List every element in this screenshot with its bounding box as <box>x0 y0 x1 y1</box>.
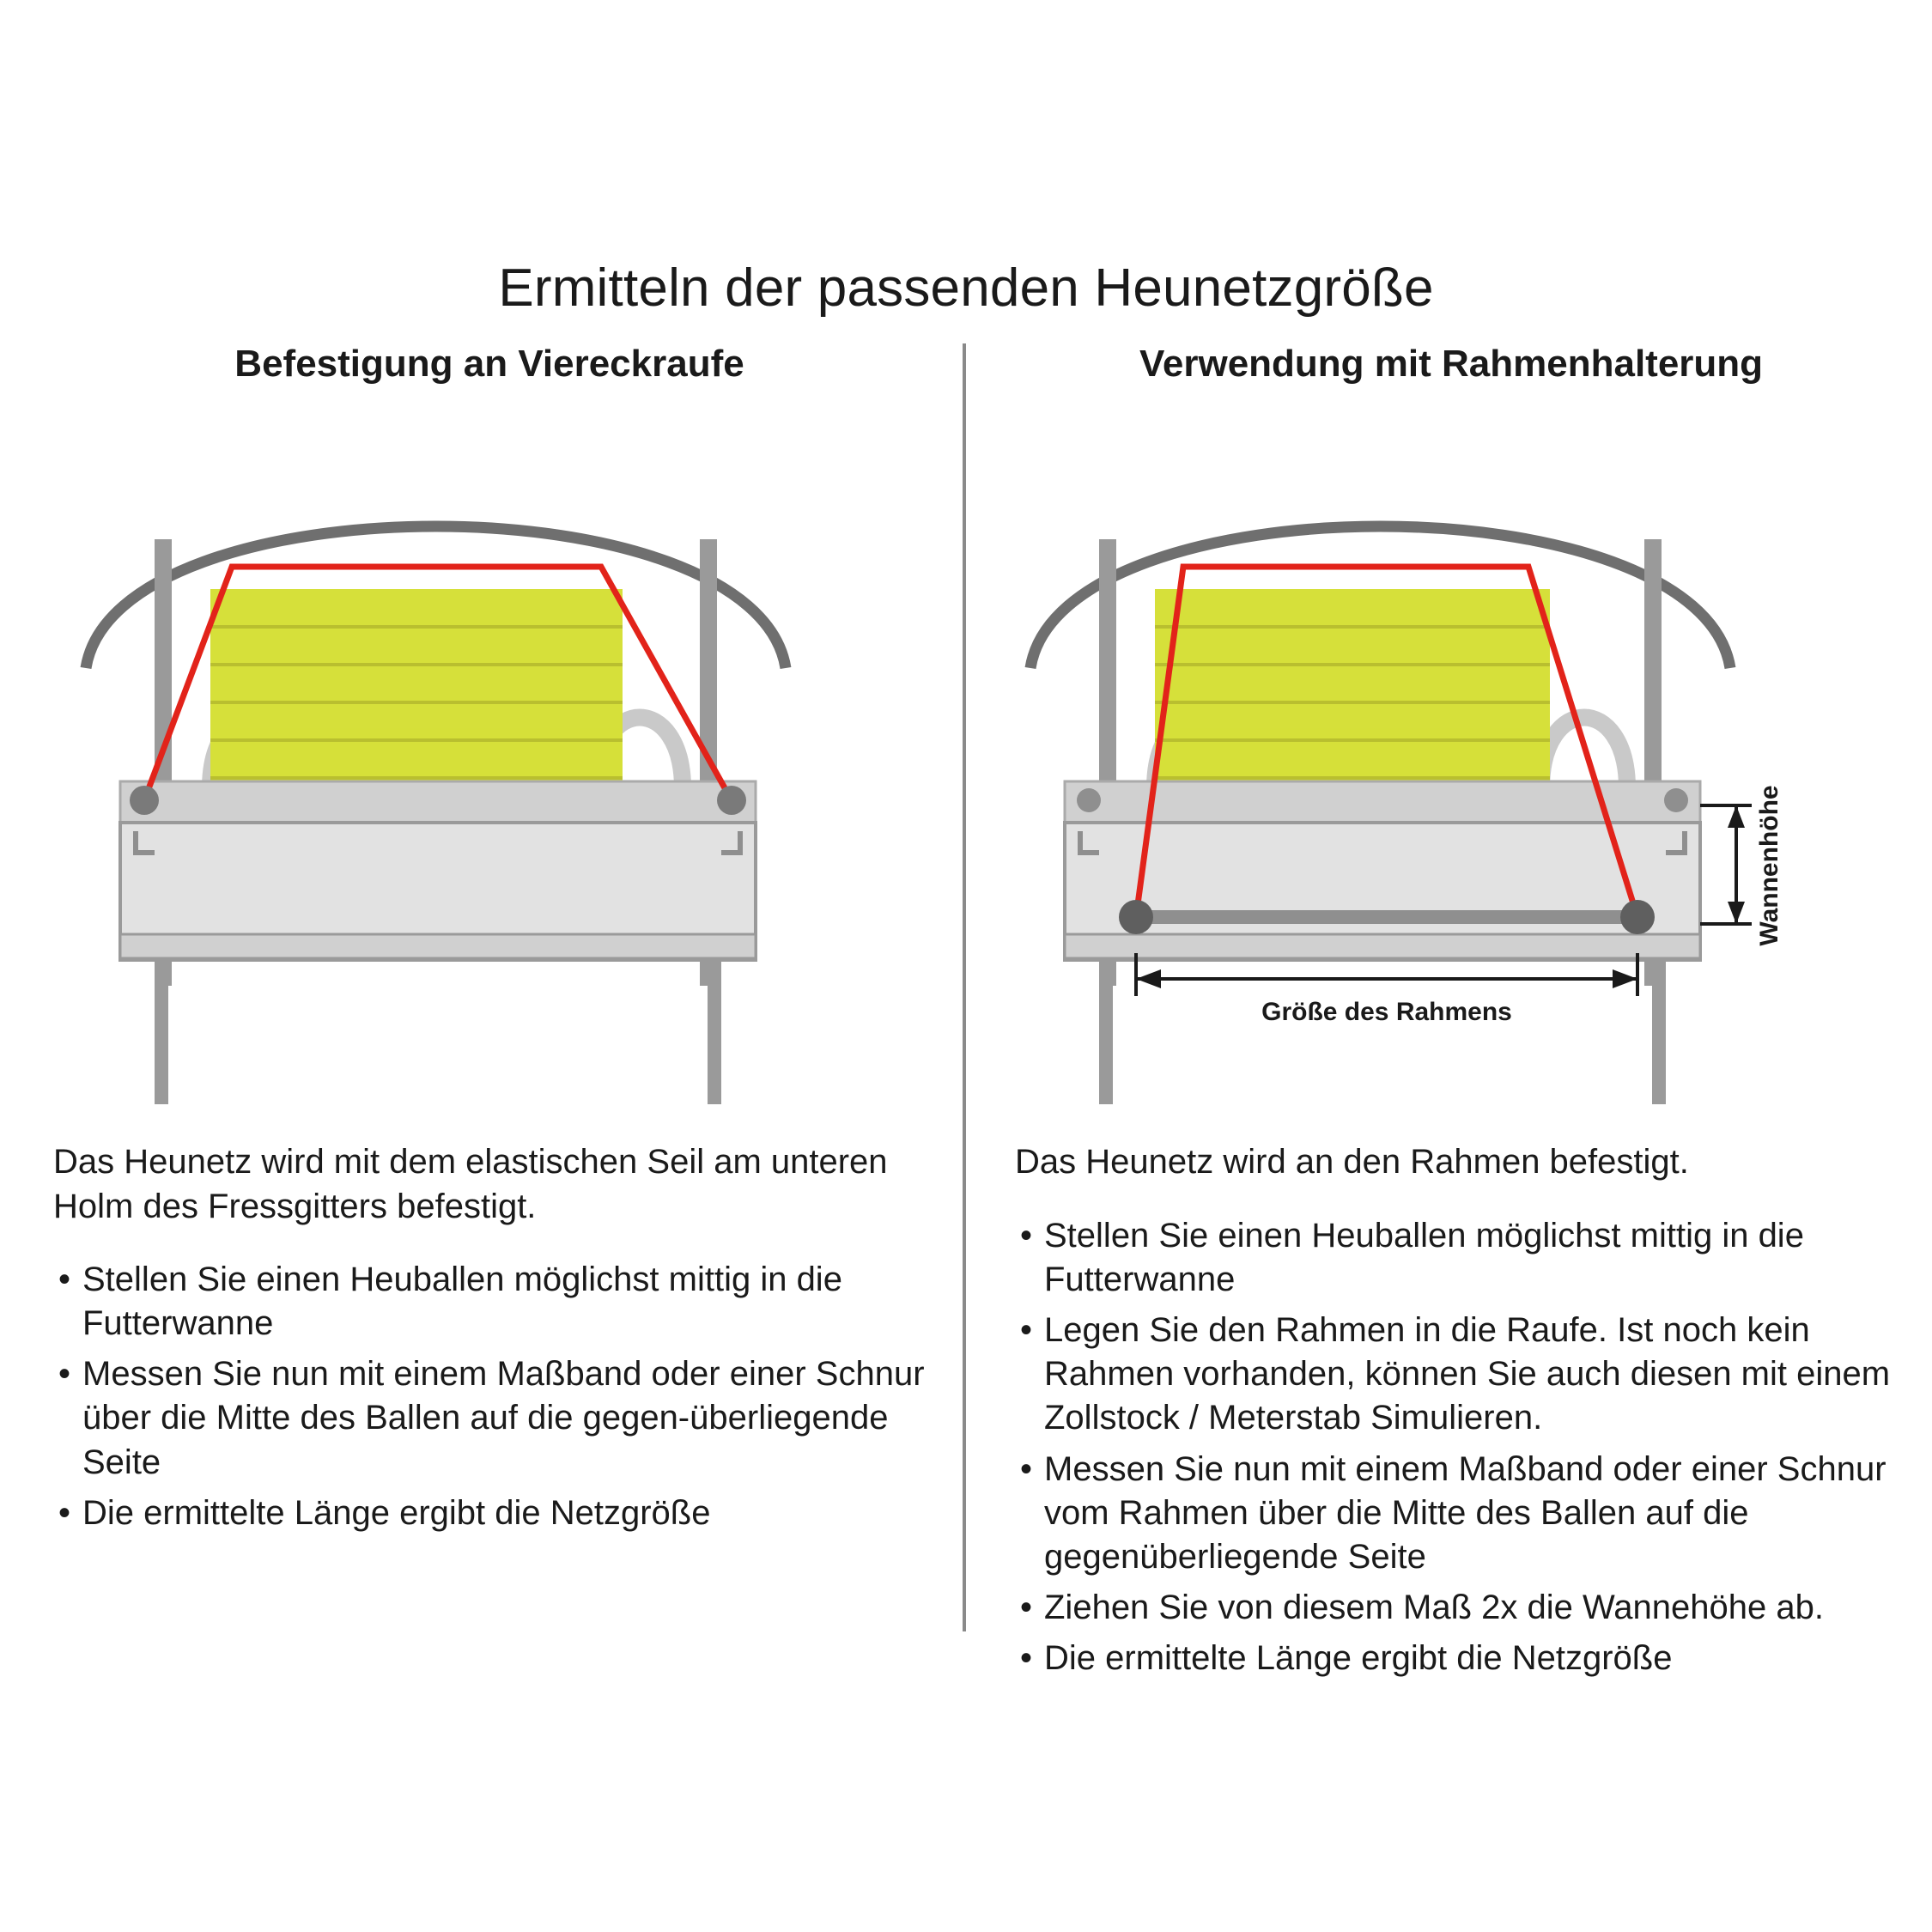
right-text-block <box>996 1140 1906 1680</box>
list-item: • Stellen Sie einen Heuballen möglichst mittig in die Futterwanne <box>1015 1214 1898 1302</box>
leg-left <box>155 958 168 1104</box>
list-item: • Legen Sie den Rahmen in die Raufe. Ist noch kein Rahmen vorhanden, können Sie auch diesen mit einem Zollstock / Meterstab Simulieren. <box>1015 1309 1898 1441</box>
leg-left <box>1099 958 1113 1104</box>
left-figure <box>34 385 945 1132</box>
frame-width-label: Größe des Rahmens <box>1261 998 1512 1027</box>
rope-anchor-top-right <box>1664 788 1688 812</box>
list-item: • Messen Sie nun mit einem Maßband oder einer Schnur vom Rahmen über die Mitte des Ballen auf die gegenüberliegende Seite <box>1015 1448 1898 1580</box>
left-intro-text: Das Heunetz wird mit dem elastischen Seil am unteren Holm des Fressgitters befestigt. <box>53 1143 888 1225</box>
trough-height-label: Wannenhöhe <box>1755 785 1783 946</box>
list-item: • Die ermittelte Länge ergibt die Netzgröße <box>53 1492 927 1535</box>
right-figure <box>996 385 1906 1132</box>
left-text-block <box>34 1140 945 1535</box>
list-item: • Stellen Sie einen Heuballen möglichst mittig in die Futterwanne <box>53 1258 927 1346</box>
list-item: • Ziehen Sie von diesem Maß 2x die Wannehöhe ab. <box>1015 1586 1898 1630</box>
right-bullet-list <box>1015 1214 1898 1681</box>
trough-height-dimension <box>1700 805 1752 924</box>
right-column <box>996 343 1906 1687</box>
rope-anchor-top-left <box>1077 788 1101 812</box>
left-column-heading: Befestigung an Viereckraufe <box>234 343 744 385</box>
frame-anchor-left <box>1119 900 1153 934</box>
list-item: • Die ermittelte Länge ergibt die Netzgröße <box>1015 1637 1898 1680</box>
frame-bar <box>1125 910 1649 924</box>
leg-right <box>708 958 721 1104</box>
rope-anchor-left <box>130 786 159 815</box>
column-divider <box>963 343 966 1631</box>
trough <box>120 781 756 960</box>
list-item: • Messen Sie nun mit einem Maßband oder einer Schnur über die Mitte des Ballen auf die gegen-überliegende Seite <box>53 1352 927 1485</box>
frame-anchor-right <box>1620 900 1655 934</box>
left-column <box>34 343 945 1542</box>
leg-right <box>1652 958 1666 1104</box>
right-intro-text: Das Heunetz wird an den Rahmen befestigt. <box>1015 1143 1689 1182</box>
left-bullet-list <box>53 1258 927 1535</box>
right-column-heading: Verwendung mit Rahmenhalterung <box>1139 343 1764 385</box>
rope-anchor-right <box>717 786 746 815</box>
page-title: Ermitteln der passenden Heunetzgröße <box>498 258 1434 318</box>
